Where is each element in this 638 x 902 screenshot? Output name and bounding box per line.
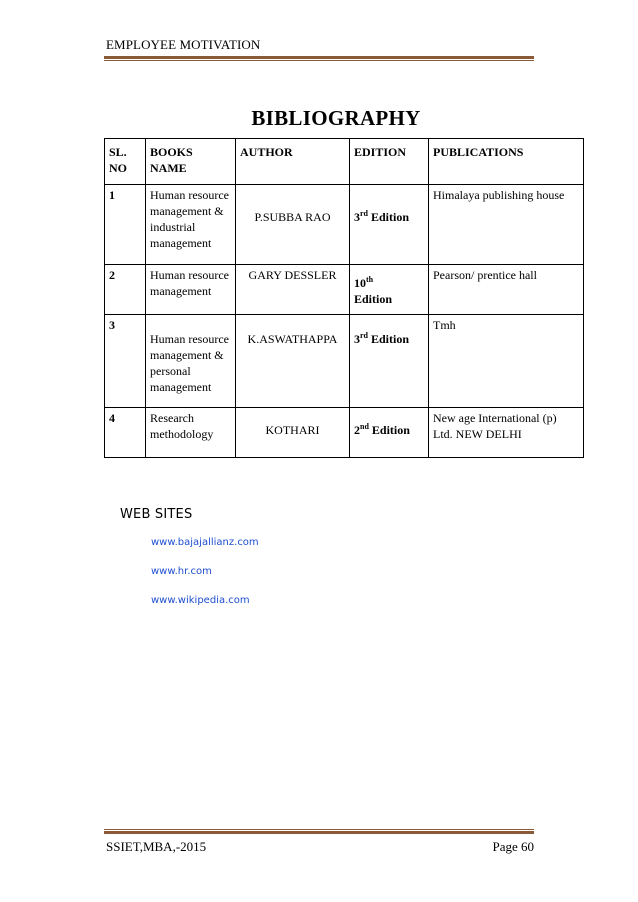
row-sl: 4 bbox=[105, 408, 146, 458]
row-author: K.ASWATHAPPA bbox=[236, 315, 350, 408]
row-publication: Pearson/ prentice hall bbox=[429, 265, 584, 315]
table-row bbox=[105, 185, 584, 265]
header-edition: EDITION bbox=[350, 139, 429, 185]
row-author: P.SUBBA RAO bbox=[236, 185, 350, 265]
page-number: Page 60 bbox=[492, 839, 534, 854]
table-row bbox=[105, 315, 584, 408]
header-author: AUTHOR bbox=[236, 139, 350, 185]
footer-rule-thin bbox=[104, 829, 534, 830]
row-sl: 1 bbox=[105, 185, 146, 265]
footer-institution: SSIET,MBA,-2015 bbox=[106, 839, 207, 854]
page-title: BIBLIOGRAPHY bbox=[251, 106, 421, 130]
header-rule-thin bbox=[104, 60, 534, 61]
website-link[interactable]: www.hr.com bbox=[151, 566, 212, 577]
website-link[interactable]: www.bajajallianz.com bbox=[151, 537, 259, 548]
header-books-name: BOOKS NAME bbox=[146, 139, 236, 185]
header-publications: PUBLICATIONS bbox=[429, 139, 584, 185]
header-sl-no: SL. NO bbox=[105, 139, 146, 185]
row-edition: 10th Edition bbox=[350, 265, 429, 315]
table-header-row bbox=[105, 139, 584, 185]
row-author: GARY DESSLER bbox=[236, 265, 350, 315]
websites-heading: WEB SITES bbox=[120, 507, 193, 522]
running-header: EMPLOYEE MOTIVATION bbox=[106, 37, 261, 52]
row-book: Human resource management & industrial management bbox=[146, 185, 236, 265]
row-edition: 3rd Edition bbox=[350, 315, 429, 408]
row-edition: 3rd Edition bbox=[350, 185, 429, 265]
website-link[interactable]: www.wikipedia.com bbox=[151, 595, 250, 606]
row-publication: Himalaya publishing house bbox=[429, 185, 584, 265]
row-book: Human resource management bbox=[146, 265, 236, 315]
row-sl: 3 bbox=[105, 315, 146, 408]
row-publication: New age International (p) Ltd. NEW DELHI bbox=[429, 408, 584, 458]
row-book: Human resource management & personal management bbox=[146, 315, 236, 408]
header-rule bbox=[104, 56, 534, 59]
table-row bbox=[105, 408, 584, 458]
footer-rule bbox=[104, 831, 534, 834]
row-book: Research methodology bbox=[146, 408, 236, 458]
row-publication: Tmh bbox=[429, 315, 584, 408]
bibliography-table bbox=[104, 138, 584, 458]
table-row bbox=[105, 265, 584, 315]
row-author: KOTHARI bbox=[236, 408, 350, 458]
row-sl: 2 bbox=[105, 265, 146, 315]
row-edition: 2nd Edition bbox=[350, 408, 429, 458]
